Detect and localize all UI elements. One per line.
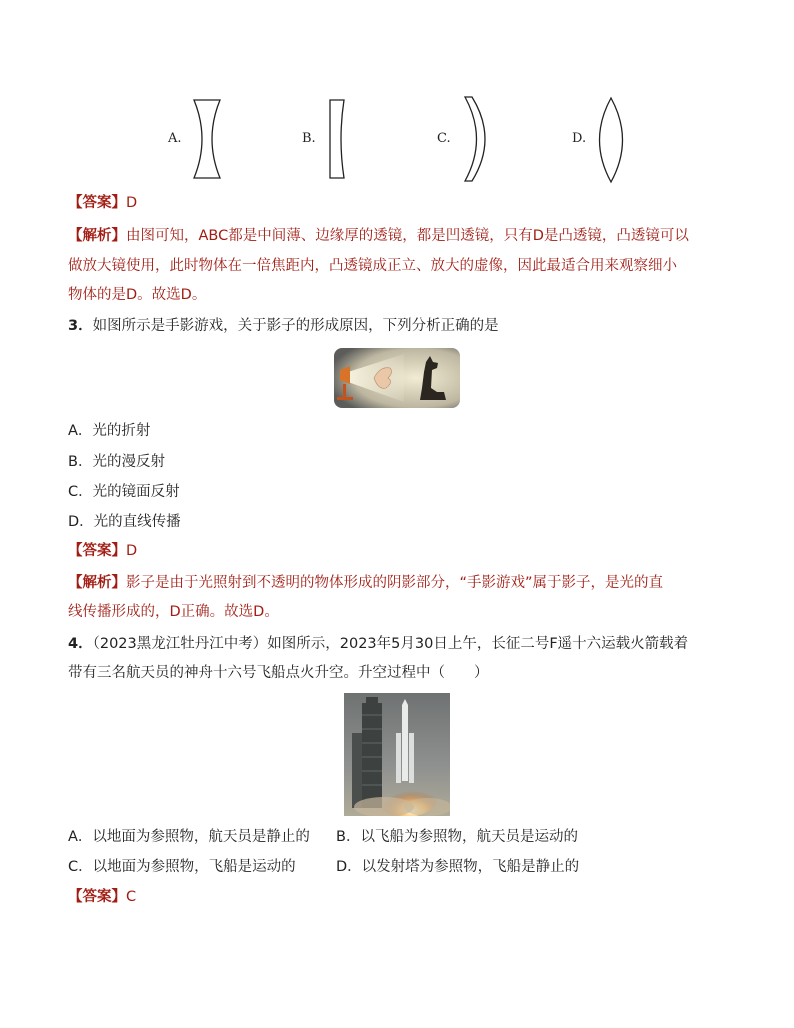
q3-answer — [68, 541, 137, 561]
q4-stem-line-2: 带有三名航天员的神舟十六号飞船点火升空。升空过程中（ ） — [68, 665, 489, 681]
concave-lens-icon — [190, 98, 226, 180]
lens-label-d: D. — [572, 131, 587, 146]
answer-tag: 【答案】 — [68, 195, 126, 211]
q3-option-b: B．光的漫反射 — [68, 454, 165, 470]
question-text: （2023黑龙江牡丹江中考）如图所示，2023年5月30日上午，长征二号F遥十六运载火箭载着 — [92, 636, 689, 652]
q2-analysis-line-2: 做放大镜使用，此时物体在一倍焦距内，凸透镜成正立、放大的虚像，因此最适合用来观察细小 — [68, 258, 677, 274]
analysis-tag: 【解析】 — [68, 575, 126, 591]
q4-options-row-2 — [68, 857, 580, 877]
lens-label-b: B. — [302, 131, 316, 146]
hand-shadow-image — [334, 348, 460, 408]
q4-option-b: B．以飞船为参照物，航天员是运动的 — [336, 829, 578, 845]
q3-analysis-line-2: 线传播形成的，D正确。故选D。 — [68, 604, 279, 620]
question-number: 3． — [68, 318, 93, 334]
q3-option-c: C．光的镜面反射 — [68, 484, 180, 500]
q2-answer — [68, 193, 137, 213]
q3-option-a: A．光的折射 — [68, 423, 151, 439]
analysis-text: 由图可知，ABC都是中间薄、边缘厚的透镜，都是凹透镜，只有D是凸透镜，凸透镜可以 — [126, 228, 689, 244]
analysis-text: 影子是由于光照射到不透明的物体形成的阴影部分，“手影游戏”属于影子，是光的直 — [126, 575, 664, 591]
answer-value: D — [126, 195, 138, 211]
rocket-launch-image — [344, 693, 450, 816]
q3-analysis-line-1 — [68, 573, 663, 593]
answer-value: C — [126, 889, 137, 905]
q4-option-d: D．以发射塔为参照物，飞船是静止的 — [336, 859, 580, 875]
q3-option-d: D．光的直线传播 — [68, 514, 181, 530]
convex-lens-icon — [594, 96, 628, 184]
question-number: 4． — [68, 636, 93, 652]
lens-label-a: A. — [168, 131, 182, 146]
plano-concave-lens-icon — [326, 98, 352, 180]
q2-analysis-line-3: 物体的是D。故选D。 — [68, 287, 207, 303]
q4-option-c: C．以地面为参照物，飞船是运动的 — [68, 859, 296, 875]
q4-answer — [68, 887, 136, 907]
answer-tag: 【答案】 — [68, 543, 126, 559]
q4-stem-line-1 — [68, 634, 688, 654]
q4-option-a: A．以地面为参照物，航天员是静止的 — [68, 829, 310, 845]
answer-tag: 【答案】 — [68, 889, 126, 905]
answer-value: D — [126, 543, 138, 559]
analysis-tag: 【解析】 — [68, 228, 126, 244]
question-text: 如图所示是手影游戏，关于影子的形成原因，下列分析正确的是 — [92, 318, 499, 334]
q4-options-row-1 — [68, 827, 578, 847]
lens-label-c: C. — [437, 131, 451, 146]
q3-stem — [68, 316, 499, 336]
meniscus-lens-icon — [462, 94, 494, 184]
q2-analysis-line-1 — [68, 226, 689, 246]
